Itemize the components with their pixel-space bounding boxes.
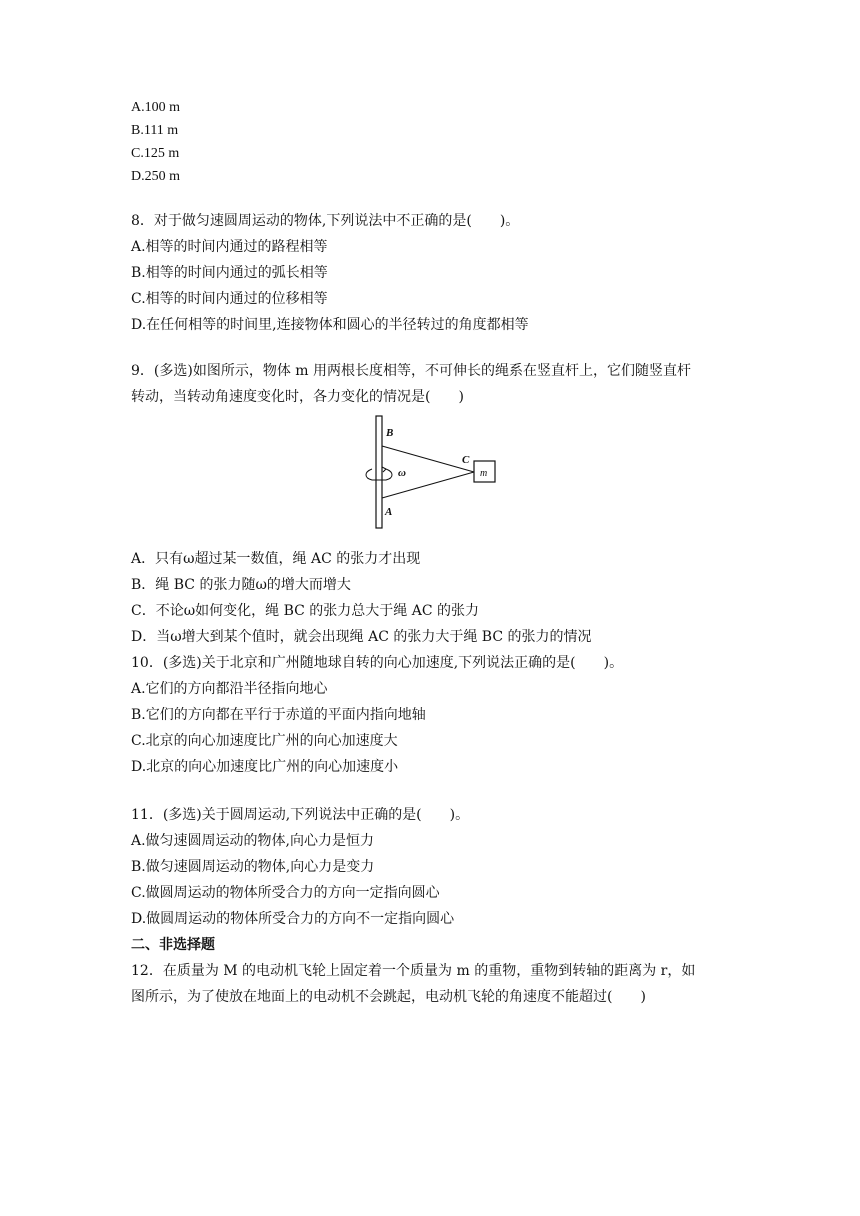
q12-stem-line1: 12．在质量为 M 的电动机飞轮上固定着一个质量为 m 的重物，重物到转轴的距离为 r，如: [131, 963, 696, 979]
label-c: C: [462, 454, 470, 466]
q9-option-a: A．只有ω超过某一数值，绳 AC 的张力才出现: [131, 551, 421, 567]
rod-rope-diagram: [358, 414, 508, 532]
rope-bc: [382, 446, 474, 472]
section-title: 二、非选择题: [131, 937, 215, 953]
q11-option-a: A.做匀速圆周运动的物体,向心力是恒力: [131, 833, 375, 849]
q10-stem: 10．(多选)关于北京和广州随地球自转的向心加速度,下列说法正确的是( )。: [131, 655, 624, 671]
q12-stem-line2: 图所示，为了使放在地面上的电动机不会跳起，电动机飞轮的角速度不能超过( ): [131, 989, 646, 1005]
q11-option-c: C.做圆周运动的物体所受合力的方向一定指向圆心: [131, 885, 440, 901]
label-b: B: [386, 427, 394, 439]
q10-option-c: C.北京的向心加速度比广州的向心加速度大: [131, 733, 398, 749]
arrowhead-icon: [382, 467, 386, 472]
q7-option-a: A.100 m: [131, 100, 180, 115]
q8-stem: 8．对于做匀速圆周运动的物体,下列说法中不正确的是( )。: [131, 213, 520, 229]
q7-options: [131, 96, 771, 188]
q9-options: [131, 546, 771, 650]
spacer: [131, 338, 771, 358]
q11-option-d: D.做圆周运动的物体所受合力的方向不一定指向圆心: [131, 911, 455, 927]
q8-option-d: D.在任何相等的时间里,连接物体和圆心的半径转过的角度都相等: [131, 317, 529, 333]
q8-option-a: A.相等的时间内通过的路程相等: [131, 239, 328, 255]
q9-option-c: C．不论ω如何变化，绳 BC 的张力总大于绳 AC 的张力: [131, 603, 480, 619]
q11-option-b: B.做匀速圆周运动的物体,向心力是变力: [131, 859, 375, 875]
q10-option-b: B.它们的方向都在平行于赤道的平面内指向地轴: [131, 707, 426, 723]
question-9: [131, 358, 771, 410]
spacer: [131, 188, 771, 208]
q10-option-a: A.它们的方向都沿半径指向地心: [131, 681, 328, 697]
q7-option-c: C.125 m: [131, 146, 180, 161]
label-m: m: [480, 468, 488, 479]
q11-stem: 11．(多选)关于圆周运动,下列说法中正确的是( )。: [131, 807, 470, 823]
q7-option-d: D.250 m: [131, 169, 180, 184]
q8-option-c: C.相等的时间内通过的位移相等: [131, 291, 328, 307]
question-11: [131, 802, 771, 932]
question-10: [131, 650, 771, 780]
label-omega: ω: [398, 467, 406, 479]
q9-stem-line2: 转动，当转动角速度变化时，各力变化的情况是( ): [131, 389, 464, 405]
q9-option-b: B．绳 BC 的张力随ω的增大而增大: [131, 577, 351, 593]
label-a: A: [385, 506, 393, 518]
q9-stem-line1: 9．(多选)如图所示，物体 m 用两根长度相等，不可伸长的绳系在竖直杆上，它们随竖直杆: [131, 363, 692, 379]
q9-figure: [131, 414, 771, 538]
question-12: [131, 958, 771, 1010]
q8-option-b: B.相等的时间内通过的弧长相等: [131, 265, 328, 281]
vertical-rod: [376, 416, 382, 528]
rope-ac: [382, 472, 474, 498]
q10-option-d: D.北京的向心加速度比广州的向心加速度小: [131, 759, 399, 775]
document-page: [131, 96, 771, 1010]
q9-option-d: D．当ω增大到某个值时，就会出现绳 AC 的张力大于绳 BC 的张力的情况: [131, 629, 592, 645]
spacer: [131, 780, 771, 802]
q7-option-b: B.111 m: [131, 123, 179, 138]
question-8: [131, 208, 771, 338]
